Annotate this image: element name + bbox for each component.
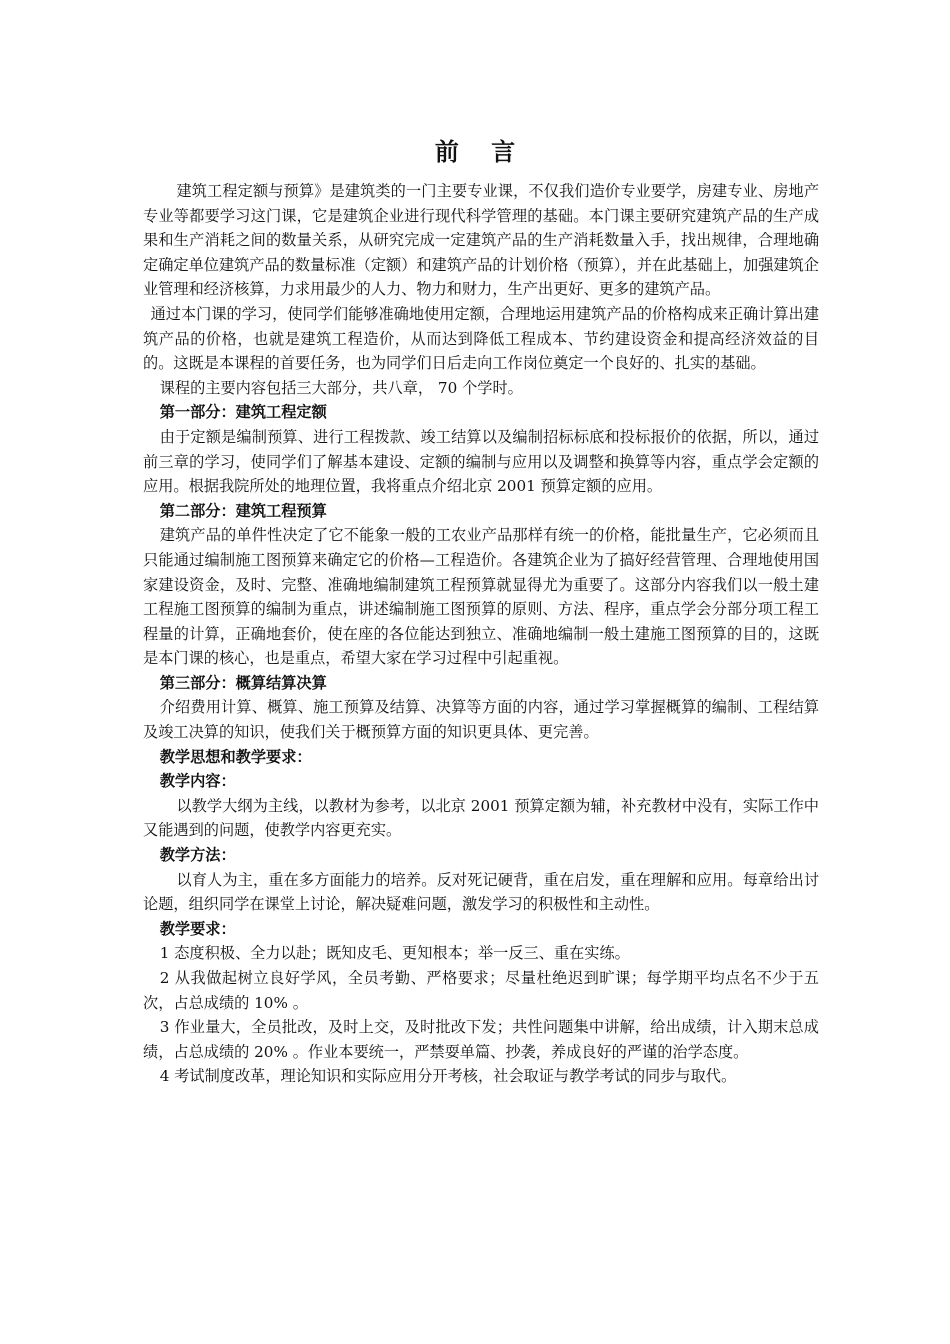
paragraph-teaching-content: 以教学大纲为主线，以教材为参考，以北京 2001 预算定额为辅，补充教材中没有，实际工作中又能遇到的问题，使教学内容更充实。 bbox=[143, 796, 819, 840]
paragraph-part-one: 由于定额是编制预算、进行工程拨款、竣工结算以及编制招标标底和投标报价的依据，所以，通过前三章的学习，使同学们了解基本建设、定额的编制与应用以及调整和换算等内容，重点学会定额的应用。根据我院所处的地理位置，我将重点介绍北京 2001 预算定额的应用。 bbox=[143, 427, 819, 496]
paragraph-course-content: 课程的主要内容包括三大部分，共八章， 70 个学时。 bbox=[159, 378, 523, 397]
paragraph-teaching-method: 以育人为主，重在多方面能力的培养。反对死记硬背，重在启发，重在理解和应用。每章给出讨论题，组织同学在课堂上讨论，解决疑难问题，激发学习的积极性和主动性。 bbox=[143, 870, 819, 914]
requirement-item-2: 2 从我做起树立良好学风，全员考勤、严格要求；尽量杜绝迟到旷课；每学期平均点名不少于五次，占总成绩的 10% 。 bbox=[143, 969, 819, 1012]
page-title: 前 言 bbox=[434, 137, 528, 166]
heading-teaching-philosophy: 教学思想和教学要求： bbox=[159, 747, 312, 766]
heading-teaching-content: 教学内容： bbox=[159, 772, 236, 791]
paragraph-intro: 建筑工程定额与预算》是建筑类的一门主要专业课，不仅我们造价专业要学，房建专业、房地产专业等都要学习这门课，它是建筑企业进行现代科学管理的基础。本门课主要研究建筑产品的生产成果和生产消耗之间的数量关系，从研究完成一定建筑产品的生产消耗数量入手，找出规律，合理地确定确定单位建筑产品的数量标准（定额）和建筑产品的计划价格（预算），并在此基础上，加强建筑企业管理和经济核算，力求用最少的人力、物力和财力，生产出更好、更多的建筑产品。 bbox=[143, 182, 819, 299]
requirement-item-3: 3 作业量大，全员批改，及时上交，及时批改下发；共性问题集中讲解，给出成绩，计入期末总成绩，占总成绩的 20% 。作业本要统一，严禁耍单篇、抄袭，养成良好的严谨的治学态度。 bbox=[143, 1018, 819, 1061]
requirement-item-1: 1 态度积极、全力以赴；既知皮毛、更知根本；举一反三、重在实练。 bbox=[159, 944, 630, 963]
heading-part-two: 第二部分：建筑工程预算 bbox=[159, 501, 327, 520]
heading-part-three: 第三部分：概算结算决算 bbox=[159, 673, 327, 692]
heading-part-one: 第一部分：建筑工程定额 bbox=[159, 403, 327, 422]
document-page bbox=[143, 134, 819, 1089]
heading-teaching-method: 教学方法： bbox=[159, 846, 236, 865]
paragraph-part-two: 建筑产品的单件性决定了它不能象一般的工农业产品那样有统一的价格，能批量生产，它必须而且只能通过编制施工图预算来确定它的价格—工程造价。各建筑企业为了搞好经营管理、合理地使用国家建设资金，及时、完整、准确地编制建筑工程预算就显得尤为重要了。这部分内容我们以一般土建工程施工图预算的编制为重点，讲述编制施工图预算的原则、方法、程序，重点学会分部分项工程工程量的计算，正确地套价，使在座的各位能达到独立、准确地编制一般土建施工图预算的目的，这既是本门课的核心，也是重点，希望大家在学习过程中引起重视。 bbox=[143, 526, 819, 668]
paragraph-part-three: 介绍费用计算、概算、施工预算及结算、决算等方面的内容，通过学习掌握概算的编制、工程结算及竣工决算的知识，使我们关于概预算方面的知识更具体、更完善。 bbox=[143, 698, 819, 742]
heading-teaching-requirements: 教学要求： bbox=[159, 919, 236, 938]
paragraph-goal: 通过本门课的学习，使同学们能够准确地使用定额，合理地运用建筑产品的价格构成来正确计算出建筑产品的价格，也就是建筑工程造价，从而达到降低工程成本、节约建设资金和提高经济效益的目的。这既是本课程的首要任务，也为同学们日后走向工作岗位奠定一个良好的、扎实的基础。 bbox=[143, 304, 819, 373]
requirement-item-4: 4 考试制度改革，理论知识和实际应用分开考核，社会取证与教学考试的同步与取代。 bbox=[159, 1067, 737, 1086]
